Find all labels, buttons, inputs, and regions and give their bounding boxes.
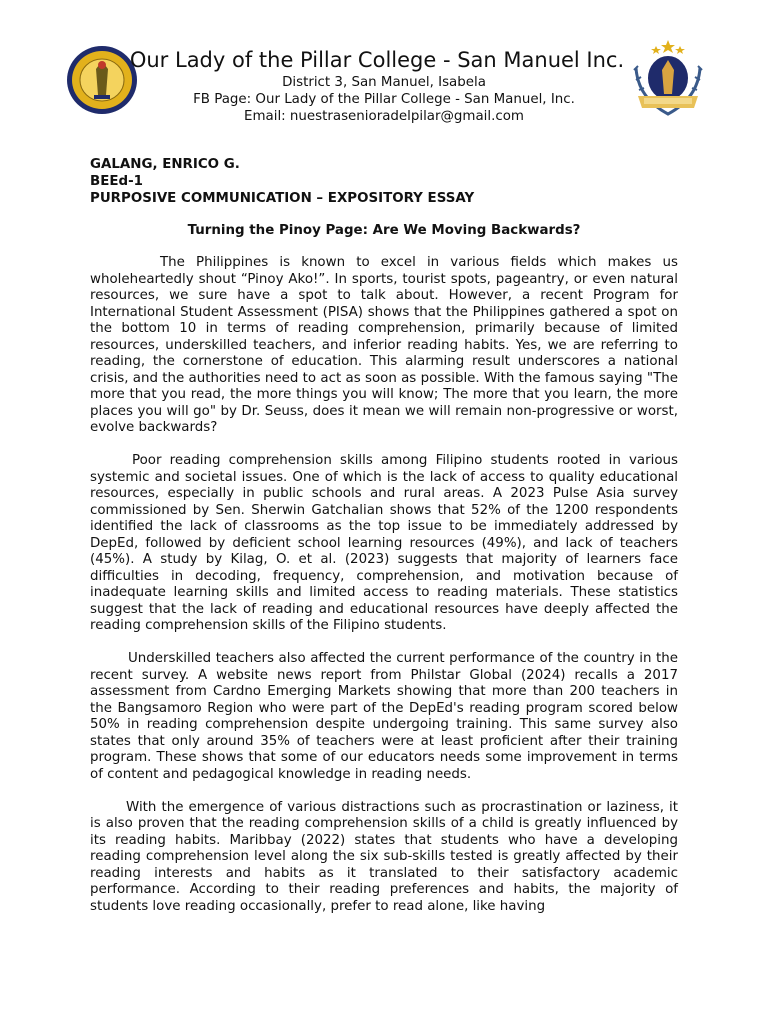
essay-paragraph: With the emergence of various distractions such as procrastination or laziness, it is also proven that the reading comprehension skills of a child is greatly influenced by its reading habits. Maribbay (2022) states that students who have a developing reading comprehension level along the six sub-skills tested is greatly affected by their reading interests and habits as it translated to their satisfactory academic performance. According to their reading preferences and habits, the majority of students love reading occasionally, prefer to read alone, like having bbox=[90, 799, 678, 914]
student-info bbox=[90, 156, 474, 207]
document-header bbox=[100, 46, 668, 125]
essay-body bbox=[90, 255, 678, 932]
email-line: Email: nuestrasenioradelpilar@gmail.com bbox=[244, 109, 524, 124]
essay-title: Turning the Pinoy Page: Are We Moving Backwards? bbox=[187, 223, 581, 238]
college-address: District 3, San Manuel, Isabela bbox=[282, 75, 486, 90]
college-name: Our Lady of the Pillar College - San Manuel Inc. bbox=[129, 48, 625, 72]
subject-line: PURPOSIVE COMMUNICATION – EXPOSITORY ESSAY bbox=[90, 191, 475, 206]
essay-paragraph: Underskilled teachers also affected the current performance of the country in the recent survey. A website news report from Philstar Global (2024) recalls a 2017 assessment from Cardno Emerging Markets showing that more than 200 teachers in the Bangsamoro Region who were part of the DepEd's reading program scored below 50% in reading comprehension despite undergoing training. This same survey also states that only around 35% of teachers were at least proficient after their training program. These shows that some of our educators needs some improvement in terms of content and pedagogical knowledge in reading needs. bbox=[90, 651, 678, 782]
essay-paragraph: The Philippines is known to excel in various fields which makes us wholeheartedly shout “Pinoy Ako!”. In sports, tourist spots, pageantry, or even natural resources, we sure have a spot to talk about. However, a recent Program for International Student Assessment (PISA) shows that the Philippines gathered a spot on the bottom 10 in terms of reading comprehension, primarily because of limited resources, underskilled teachers, and inferior reading habits. Yes, we are referring to reading, the cornerstone of education. This alarming result underscores a national crisis, and the authorities need to act as soon as possible. With the famous saying "The more that you read, the more things you will know; The more that you learn, the more places you will go" by Dr. Seuss, does it mean we will remain non-progressive or worst, evolve backwards? bbox=[90, 255, 678, 435]
student-name: GALANG, ENRICO G. bbox=[90, 157, 240, 172]
essay-paragraph: Poor reading comprehension skills among Filipino students rooted in various systemic and societal issues. One of which is the lack of access to quality educational resources, especially in public schools and rural areas. A 2023 Pulse Asia survey commissioned by Sen. Sherwin Gatchalian shows that 52% of the 1200 respondents identified the lack of classrooms as the top issue to be immediately addressed by DepEd, followed by deficient school learning resources (49%), and lack of teachers (45%). A study by Kilag, O. et al. (2023) suggests that majority of learners face difficulties in decoding, frequency, comprehension, and motivation because of inadequate learning skills and limited access to reading materials. These statistics suggest that the lack of reading and educational resources have deeply affected the reading comprehension skills of the Filipino students. bbox=[90, 453, 678, 633]
student-course: BEEd-1 bbox=[90, 174, 143, 189]
fb-page-line: FB Page: Our Lady of the Pillar College - San Manuel, Inc. bbox=[193, 92, 575, 107]
